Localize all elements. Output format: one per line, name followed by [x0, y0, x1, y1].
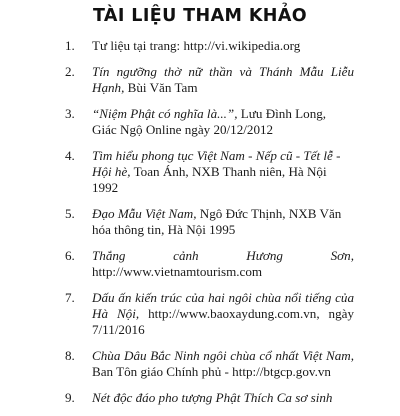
reference-title: Nét độc đáo pho tượng Phật Thích Ca sơ sinh: [92, 390, 333, 405]
reference-text: [92, 38, 354, 54]
reference-title: Chùa Dâu Bắc Ninh ngôi chùa cổ nhất Việt Nam,: [92, 348, 354, 363]
reference-source: http://www.baoxaydung.com.vn, ngày 7/11/2016: [92, 306, 355, 337]
reference-text: [92, 248, 354, 280]
reference-source: Bùi Văn Tam: [124, 80, 198, 95]
reference-text: [92, 206, 354, 238]
item-number: 8.: [65, 348, 75, 363]
list-item: [0, 38, 400, 54]
item-number: 2.: [65, 64, 75, 79]
reference-source: Toan Ánh, NXB Thanh niên, Hà Nội 1992: [92, 164, 327, 195]
reference-source: http://www.vietnamtourism.com: [92, 264, 263, 279]
reference-text: [92, 106, 354, 138]
reference-title: Dấu ấn kiến trúc của hai ngôi chùa nổi tiếng của Hà Nội,: [92, 290, 354, 321]
page-title: TÀI LIỆU THAM KHẢO: [92, 6, 308, 26]
reference-source: Ban Tôn giáo Chính phủ - http://btgcp.gov.vn: [92, 364, 331, 379]
reference-text: [92, 148, 354, 196]
reference-source: Tư liệu tại trang: http://vi.wikipedia.org: [92, 38, 301, 53]
list-item: [0, 248, 400, 280]
reference-title: Tín ngưỡng thờ nữ thần và Thánh Mẫu Liễu Hạnh,: [92, 64, 354, 95]
item-number: 7.: [65, 290, 75, 305]
item-number: 5.: [65, 206, 75, 221]
reference-source: Ngô Đức Thịnh, NXB Văn hóa thông tin, Hà Nội 1995: [92, 206, 342, 237]
item-number: 1.: [65, 38, 75, 53]
reference-source: Lưu Đình Long, Giác Ngộ Online ngày 20/12/2012: [92, 106, 327, 137]
list-item: [0, 106, 400, 138]
list-item: [0, 290, 400, 338]
reference-title: “Niệm Phật có nghĩa là...”,: [92, 106, 238, 121]
list-item: [0, 148, 400, 196]
list-item: [0, 206, 400, 238]
reference-text: [92, 290, 354, 338]
reference-text: [92, 348, 354, 380]
reference-title: Tìm hiểu phong tục Việt Nam - Nếp cũ - Tết lễ - Hội hè,: [92, 148, 341, 179]
reference-title: Đạo Mẫu Việt Nam,: [92, 206, 197, 221]
item-number: 3.: [65, 106, 75, 121]
item-number: 9.: [65, 390, 75, 405]
reference-text: [92, 390, 354, 406]
list-item: [0, 390, 400, 406]
item-number: 6.: [65, 248, 75, 263]
list-item: [0, 64, 400, 96]
reference-title: Thắng cảnh Hương Sơn,: [92, 248, 354, 263]
reference-list: [0, 38, 400, 416]
list-item: [0, 348, 400, 380]
item-number: 4.: [65, 148, 75, 163]
reference-text: [92, 64, 354, 96]
